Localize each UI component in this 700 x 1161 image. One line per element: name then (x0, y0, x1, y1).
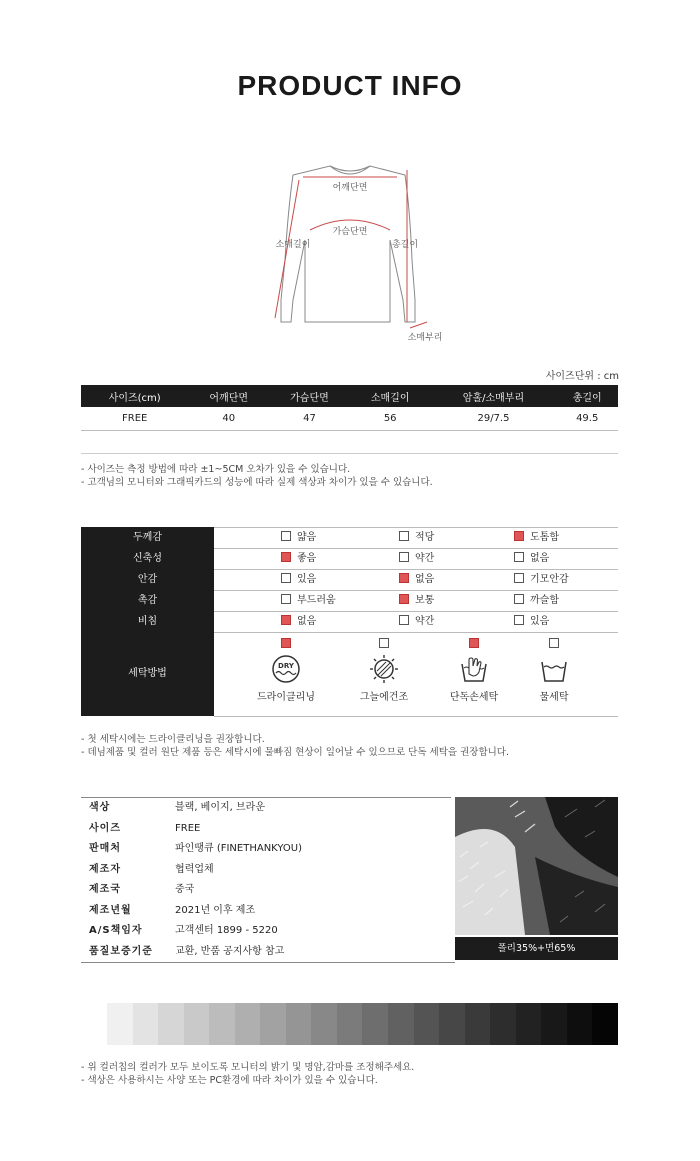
option-checkbox[interactable] (399, 573, 409, 583)
option-label: 있음 (297, 574, 317, 585)
color-chip (133, 1003, 159, 1045)
option-checkbox[interactable] (281, 615, 291, 625)
property-option[interactable] (281, 569, 316, 590)
color-chip (107, 1003, 133, 1045)
color-chip (465, 1003, 491, 1045)
color-chip (337, 1003, 363, 1045)
info-key: 제조자 (89, 863, 121, 875)
size-header-cell: 소매길이 (350, 385, 431, 407)
property-option[interactable] (399, 590, 434, 611)
size-header-cell: 어깨단면 (188, 385, 269, 407)
washing-label: 세탁방법 (128, 668, 167, 679)
property-option[interactable] (281, 611, 316, 632)
property-label: 비침 (137, 616, 158, 627)
option-label: 보통 (415, 595, 435, 606)
property-label: 촉감 (137, 595, 158, 606)
fabric-caption: 폴리35%+면65% (455, 937, 618, 960)
diagram-chest-label: 가슴단면 (332, 227, 368, 237)
diagram-cuff-label: 소매부리 (407, 333, 443, 343)
wash-option-water-wash (509, 638, 599, 703)
option-checkbox[interactable] (281, 531, 291, 541)
color-chip (260, 1003, 286, 1045)
wash-option-shade-dry (339, 638, 429, 703)
info-row (81, 921, 451, 942)
info-row (81, 860, 451, 881)
option-checkbox[interactable] (514, 594, 524, 604)
info-row (81, 880, 451, 901)
note-line: - 위 컬러칩의 컬러가 모두 보이도록 모니터의 밝기 및 명암,감마를 조정해주세요. (81, 1062, 415, 1073)
option-checkbox[interactable] (399, 552, 409, 562)
info-row (81, 942, 451, 963)
water-wash-icon (539, 654, 569, 684)
diagram-sleeve-label: 소매길이 (275, 240, 311, 250)
page-title: PRODUCT INFO (237, 70, 463, 101)
property-option[interactable] (399, 611, 434, 632)
property-option[interactable] (514, 611, 549, 632)
info-key: 제조년월 (89, 904, 132, 916)
dry-clean-icon (271, 654, 301, 684)
note-line: - 고객님의 모니터와 그래픽카드의 성능에 따라 실제 색상과 차이가 있을 수 있습니다. (81, 477, 433, 488)
grayscale-color-chart (107, 1003, 618, 1045)
diagram-length-label: 총길이 (391, 240, 419, 250)
option-checkbox[interactable] (514, 573, 524, 583)
wash-label: 드라이클리닝 (257, 692, 315, 703)
diagram-shoulder-label: 어깨단면 (332, 183, 368, 193)
option-label: 약간 (415, 553, 435, 564)
size-cell: 56 (350, 407, 431, 431)
property-option[interactable] (514, 590, 559, 611)
info-row (81, 901, 451, 922)
property-row (81, 590, 618, 611)
size-table (81, 385, 618, 454)
property-label: 두께감 (133, 532, 162, 543)
color-chip (209, 1003, 235, 1045)
option-label: 있음 (530, 616, 550, 627)
option-label: 부드러움 (297, 595, 336, 606)
size-notes (81, 463, 433, 489)
wash-label: 단독손세탁 (449, 692, 499, 703)
option-label: 없음 (415, 574, 435, 585)
note-line: - 색상은 사용하시는 사양 또는 PC환경에 따라 차이가 있을 수 있습니다. (81, 1075, 378, 1086)
info-value: FREE (175, 822, 201, 834)
option-label: 없음 (530, 553, 550, 564)
option-checkbox[interactable] (281, 552, 291, 562)
wash-label: 물세탁 (539, 692, 569, 703)
property-option[interactable] (514, 548, 549, 569)
wash-checkbox[interactable] (549, 638, 559, 648)
note-line: - 사이즈는 측정 방법에 따라 ±1~5CM 오차가 있을 수 있습니다. (81, 464, 351, 475)
option-checkbox[interactable] (399, 531, 409, 541)
size-cell: 29/7.5 (431, 407, 557, 431)
garment-measurement-diagram (255, 150, 445, 350)
size-cell: FREE (81, 407, 188, 431)
property-option[interactable] (514, 569, 569, 590)
color-chip (158, 1003, 184, 1045)
color-chip (388, 1003, 414, 1045)
wash-checkbox[interactable] (281, 638, 291, 648)
wash-notes (81, 733, 509, 759)
hand-wash-icon (459, 654, 489, 684)
option-checkbox[interactable] (399, 594, 409, 604)
table-row (81, 407, 618, 431)
info-divider (81, 962, 455, 963)
color-chip (439, 1003, 465, 1045)
property-option[interactable] (399, 527, 434, 548)
property-row (81, 611, 618, 632)
product-info-table (81, 797, 451, 962)
size-header-cell: 가슴단면 (269, 385, 350, 407)
property-option[interactable] (281, 548, 316, 569)
property-row (81, 569, 618, 590)
info-value: 협력업체 (175, 863, 214, 875)
option-checkbox[interactable] (281, 594, 291, 604)
color-chip (567, 1003, 593, 1045)
info-value: 블랙, 베이지, 브라운 (175, 802, 265, 813)
color-chip (311, 1003, 337, 1045)
info-key: 사이즈 (89, 822, 121, 834)
property-option[interactable] (281, 590, 336, 611)
color-chip (362, 1003, 388, 1045)
property-option[interactable] (514, 527, 559, 548)
info-row (81, 839, 451, 860)
option-label: 얇음 (297, 532, 317, 543)
fabric-texture-image (455, 797, 618, 935)
property-option[interactable] (281, 527, 316, 548)
color-chip (516, 1003, 542, 1045)
option-checkbox[interactable] (514, 531, 524, 541)
size-header-cell: 총길이 (556, 385, 618, 407)
color-chip (184, 1003, 210, 1045)
wash-checkbox[interactable] (469, 638, 479, 648)
option-label: 약간 (415, 616, 435, 627)
info-value: 파인땡큐 (FINETHANKYOU) (175, 843, 303, 854)
info-value: 중국 (175, 884, 195, 895)
color-chip (592, 1003, 618, 1045)
info-key: 제조국 (89, 884, 121, 895)
property-label: 신축성 (133, 553, 162, 564)
color-chip (541, 1003, 567, 1045)
info-key: 판매처 (89, 843, 121, 854)
option-label: 적당 (415, 532, 435, 543)
wash-label: 그늘에건조 (359, 692, 409, 703)
option-label: 없음 (297, 616, 317, 627)
option-checkbox[interactable] (281, 573, 291, 583)
shade-dry-icon (369, 654, 399, 684)
option-label: 기모안감 (530, 574, 569, 585)
wash-option-dry-clean (241, 638, 331, 703)
color-chip (286, 1003, 312, 1045)
option-checkbox[interactable] (514, 552, 524, 562)
color-chip (235, 1003, 261, 1045)
property-option[interactable] (399, 548, 434, 569)
wash-checkbox[interactable] (379, 638, 389, 648)
size-cell: 49.5 (556, 407, 618, 431)
info-value: 고객센터 1899 - 5220 (175, 925, 278, 936)
property-option[interactable] (399, 569, 434, 590)
option-label: 도톰함 (530, 532, 559, 543)
color-chip (490, 1003, 516, 1045)
info-key: 색상 (89, 802, 111, 813)
info-row (81, 819, 451, 840)
size-cell: 40 (188, 407, 269, 431)
dry-icon-text: DRY (278, 662, 294, 670)
option-label: 좋음 (297, 553, 317, 564)
option-label: 까슬함 (530, 595, 559, 606)
color-chip (414, 1003, 440, 1045)
property-row (81, 527, 618, 548)
note-line: - 첫 세탁시에는 드라이클리닝을 권장합니다. (81, 734, 265, 745)
info-row (81, 798, 451, 819)
table-row-empty (81, 431, 618, 454)
info-key: A/S책임자 (89, 925, 143, 936)
size-unit-label: 사이즈단위 : cm (545, 371, 619, 382)
wash-option-hand-wash (429, 638, 519, 703)
info-key: 품질보증기준 (89, 945, 153, 957)
size-table-header (81, 385, 618, 407)
property-row (81, 548, 618, 569)
color-notes (81, 1061, 414, 1087)
option-checkbox[interactable] (399, 615, 409, 625)
property-label: 안감 (137, 574, 158, 585)
note-line: - 데님제품 및 컬러 원단 제품 등은 세탁시에 물빠짐 현상이 일어날 수 있으므로 단독 세탁을 권장합니다. (81, 747, 510, 758)
size-cell: 47 (269, 407, 350, 431)
info-value: 2021년 이후 제조 (175, 904, 256, 916)
info-value: 교환, 반품 공지사항 참고 (175, 945, 285, 957)
size-header-cell: 암홀/소매부리 (431, 385, 557, 407)
size-header-cell: 사이즈(cm) (81, 385, 188, 407)
option-checkbox[interactable] (514, 615, 524, 625)
